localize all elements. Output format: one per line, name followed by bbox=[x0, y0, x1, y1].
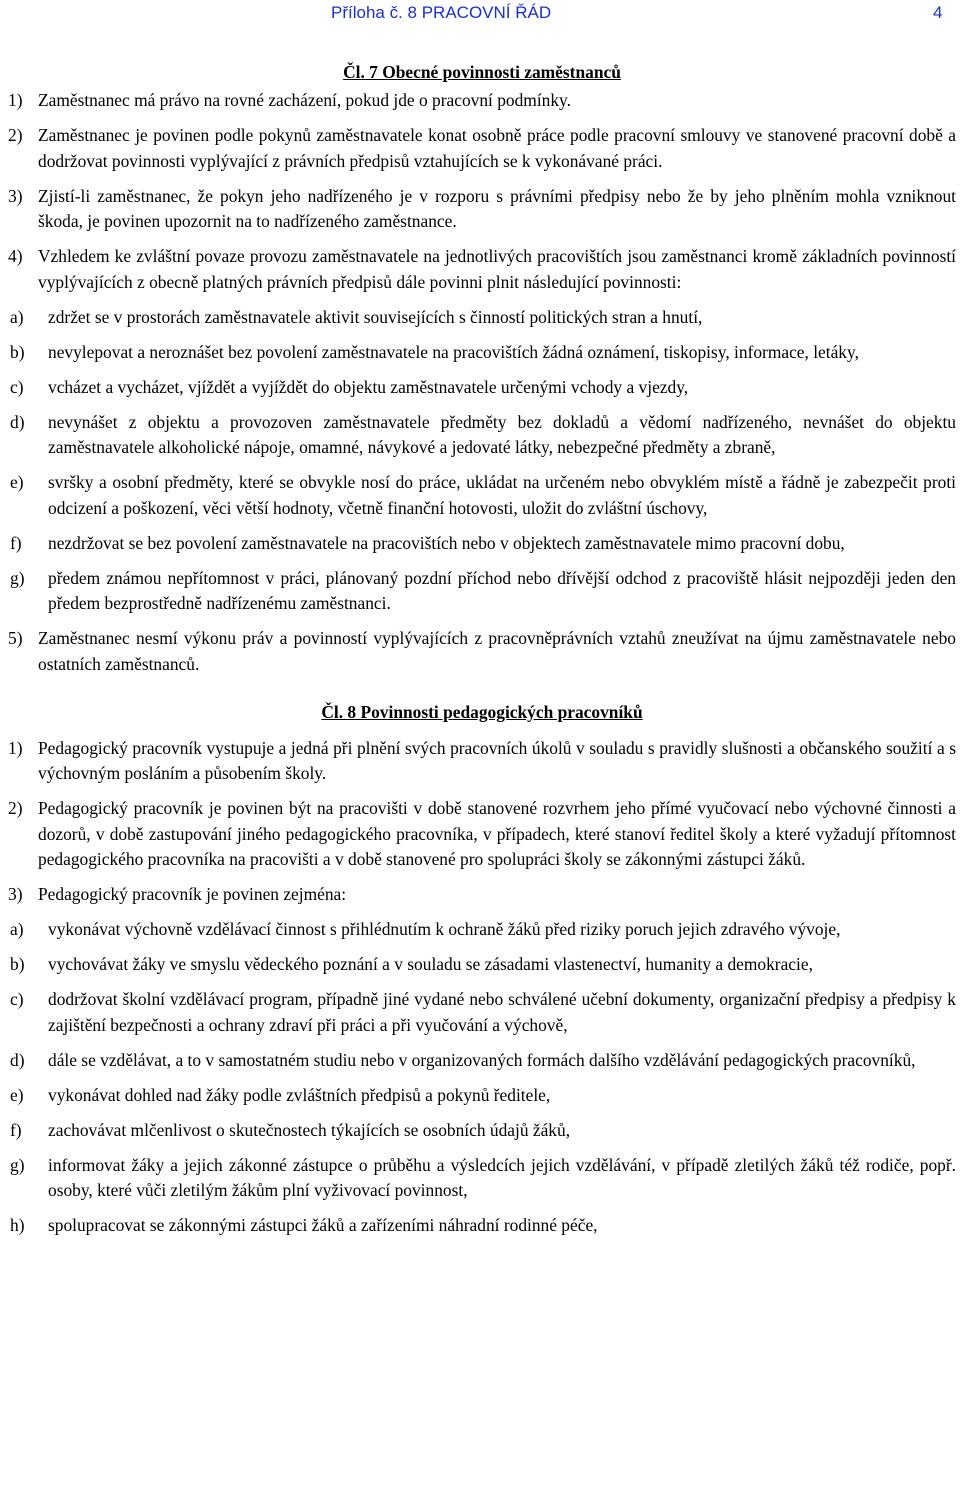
numbered-paragraph bbox=[8, 736, 956, 787]
list-item bbox=[8, 917, 956, 943]
list-item-letter: g) bbox=[10, 567, 25, 588]
list-item bbox=[8, 987, 956, 1038]
list-item-text: vychovávat žáky ve smyslu vědeckého poznání a v souladu se zásadami vlastenectví, humanity a demokracie, bbox=[48, 954, 813, 975]
list-item bbox=[8, 1118, 956, 1144]
list-item bbox=[8, 410, 956, 461]
paragraph-number: 4) bbox=[8, 246, 23, 267]
list-item-letter: c) bbox=[10, 989, 24, 1010]
list-item-letter: g) bbox=[10, 1154, 25, 1175]
header-title: Příloha č. 8 PRACOVNÍ ŘÁD bbox=[331, 3, 552, 22]
paragraph-text: Vzhledem ke zvláštní povaze provozu zaměstnavatele na jednotlivých pracovištích jsou zaměstnanci kromě základních povinností vyplývajících z obecně platných právních předpisů dále povinni plnit následující povinnosti: bbox=[38, 246, 956, 292]
list-item bbox=[8, 340, 956, 366]
list-item bbox=[8, 305, 956, 331]
paragraph-number: 5) bbox=[8, 628, 23, 649]
list-item-text: předem známou nepřítomnost v práci, plánovaný pozdní příchod nebo dřívější odchod z pracoviště hlásit nejpozději jeden den předem bezprostředně nadřízenému zaměstnanci. bbox=[48, 567, 956, 614]
paragraph-text: Pedagogický pracovník je povinen zejména: bbox=[38, 884, 347, 905]
numbered-paragraph bbox=[8, 244, 956, 295]
list-item-letter: e) bbox=[10, 1084, 24, 1105]
list-item-letter: f) bbox=[10, 1119, 22, 1140]
list-item-letter: d) bbox=[10, 411, 25, 432]
paragraph-number: 1) bbox=[8, 90, 23, 110]
numbered-paragraph bbox=[8, 123, 956, 174]
list-item-letter: h) bbox=[10, 1215, 25, 1236]
list-item-text: svršky a osobní předměty, které se obvykle nosí do práce, ukládat na určeném nebo obvyklém místě a řádně je zabezpečit proti odcizení a poškození, věci větší hodnoty, včetně finanční hotovosti, uložit do zvláštní úschovy, bbox=[48, 472, 956, 518]
page-number: 4 bbox=[933, 3, 943, 22]
section-heading: Čl. 8 Povinnosti pedagogických pracovníků bbox=[321, 701, 643, 722]
list-item-letter: c) bbox=[10, 376, 24, 397]
paragraph-number: 2) bbox=[8, 798, 23, 819]
list-item bbox=[8, 952, 956, 978]
list-item-text: spolupracovat se zákonnými zástupci žáků a zařízeními náhradní rodinné péče, bbox=[48, 1215, 598, 1236]
list-item-text: nevylepovat a neroznášet bez povolení zaměstnavatele na pracovištích žádná oznámení, tiskopisy, informace, letáky, bbox=[48, 341, 859, 362]
list-item-text: dodržovat školní vzdělávací program, případně jiné vydané nebo schválené učební dokumenty, organizační předpisy a předpisy k zajištění bezpečnosti a ochrany zdraví při práci a při vyučování a výchově, bbox=[48, 989, 956, 1035]
list-item-letter: a) bbox=[10, 919, 24, 940]
list-item-text: nezdržovat se bez povolení zaměstnavatele na pracovištích nebo v objektech zaměstnavatele mimo pracovní dobu, bbox=[48, 532, 845, 553]
list-item bbox=[8, 375, 956, 401]
list-item-text: dále se vzdělávat, a to v samostatném studiu nebo v organizovaných formách dalšího vzdělávání pedagogických pracovníků, bbox=[48, 1049, 916, 1070]
list-item bbox=[8, 1083, 956, 1109]
list-item-letter: a) bbox=[10, 306, 24, 327]
list-item-text: informovat žáky a jejich zákonné zástupce o průběhu a výsledcích jejich vzdělávání, v případě zletilých žáků též rodiče, popř. osoby, které vůči zletilým žákům plní vyživovací povinnost, bbox=[48, 1154, 956, 1201]
document-body bbox=[8, 56, 956, 1248]
paragraph-text: Zaměstnanec je povinen podle pokynů zaměstnavatele konat osobně práce podle pracovní smlouvy ve stanovené pracovní době a dodržovat povinnosti vyplývající z právních předpisů vztahujících se k vykonávané práci. bbox=[38, 124, 956, 171]
list-item bbox=[8, 470, 956, 521]
list-item bbox=[8, 566, 956, 617]
list-item-letter: b) bbox=[10, 341, 25, 362]
list-item bbox=[8, 1048, 956, 1074]
paragraph-text: Zaměstnanec nesmí výkonu práv a povinností vyplývajících z pracovněprávních vztahů zneužívat na újmu zaměstnavatele nebo ostatních zaměstnanců. bbox=[38, 628, 956, 674]
lettered-list bbox=[8, 917, 956, 1239]
numbered-paragraph bbox=[8, 184, 956, 235]
page-header bbox=[0, 0, 960, 28]
list-item-letter: f) bbox=[10, 532, 22, 553]
list-item-text: vykonávat výchovně vzdělávací činnost s přihlédnutím k ochraně žáků před riziky poruch jejich zdravého vývoje, bbox=[48, 919, 841, 940]
list-item bbox=[8, 531, 956, 557]
list-item-text: zachovávat mlčenlivost o skutečnostech týkajících se osobních údajů žáků, bbox=[48, 1119, 571, 1140]
paragraph-number: 2) bbox=[8, 124, 23, 145]
numbered-paragraph bbox=[8, 882, 956, 908]
paragraph-text: Pedagogický pracovník je povinen být na pracovišti v době stanovené rozvrhem jeho přímé vyučovací nebo výchovné činnosti a dozorů, v době zastupování jiného pedagogického pracovníka, v případech, které stanoví ředitel školy a které vyžadují přítomnost pedagogického pracovníka na pracovišti a v době stanovené pro spolupráci školy se zákonnými zástupci žáků. bbox=[38, 798, 956, 870]
numbered-paragraph bbox=[8, 88, 956, 114]
list-item-text: zdržet se v prostorách zaměstnavatele aktivit souvisejících s činností politických stran a hnutí, bbox=[48, 306, 703, 327]
numbered-paragraph bbox=[8, 626, 956, 677]
list-item-letter: e) bbox=[10, 472, 24, 493]
list-item-text: vykonávat dohled nad žáky podle zvláštních předpisů a pokynů ředitele, bbox=[48, 1084, 551, 1105]
list-item-text: nevynášet z objektu a provozoven zaměstnavatele předměty bez dokladů a vědomí nadřízeného, nevnášet do objektu zaměstnavatele alkoholické nápoje, omamné, návykové a jedovaté látky, nebezpečné předměty a zbraně, bbox=[48, 411, 956, 458]
paragraph-text: Pedagogický pracovník vystupuje a jedná při plnění svých pracovních úkolů v souladu s pravidly slušnosti a občanského soužití a s výchovným posláním a působením školy. bbox=[38, 737, 956, 784]
list-item-letter: b) bbox=[10, 954, 25, 975]
lettered-list bbox=[8, 305, 956, 617]
list-item bbox=[8, 1213, 956, 1239]
list-item-letter: d) bbox=[10, 1049, 25, 1070]
list-item-text: vcházet a vycházet, vjíždět a vyjíždět do objektu zaměstnavatele určenými vchody a vjezdy, bbox=[48, 376, 689, 397]
paragraph-number: 3) bbox=[8, 884, 23, 905]
list-item bbox=[8, 1153, 956, 1204]
paragraph-text: Zjistí-li zaměstnanec, že pokyn jeho nadřízeného je v rozporu s právními předpisy nebo že by jeho plněním mohla vzniknout škoda, je povinen upozornit na to nadřízeného zaměstnance. bbox=[38, 185, 956, 232]
paragraph-number: 1) bbox=[8, 737, 23, 758]
paragraph-number: 3) bbox=[8, 185, 23, 206]
section-heading: Čl. 7 Obecné povinnosti zaměstnanců bbox=[343, 62, 621, 82]
paragraph-text: Zaměstnanec má právo na rovné zacházení, pokud jde o pracovní podmínky. bbox=[38, 90, 571, 110]
numbered-paragraph bbox=[8, 796, 956, 873]
